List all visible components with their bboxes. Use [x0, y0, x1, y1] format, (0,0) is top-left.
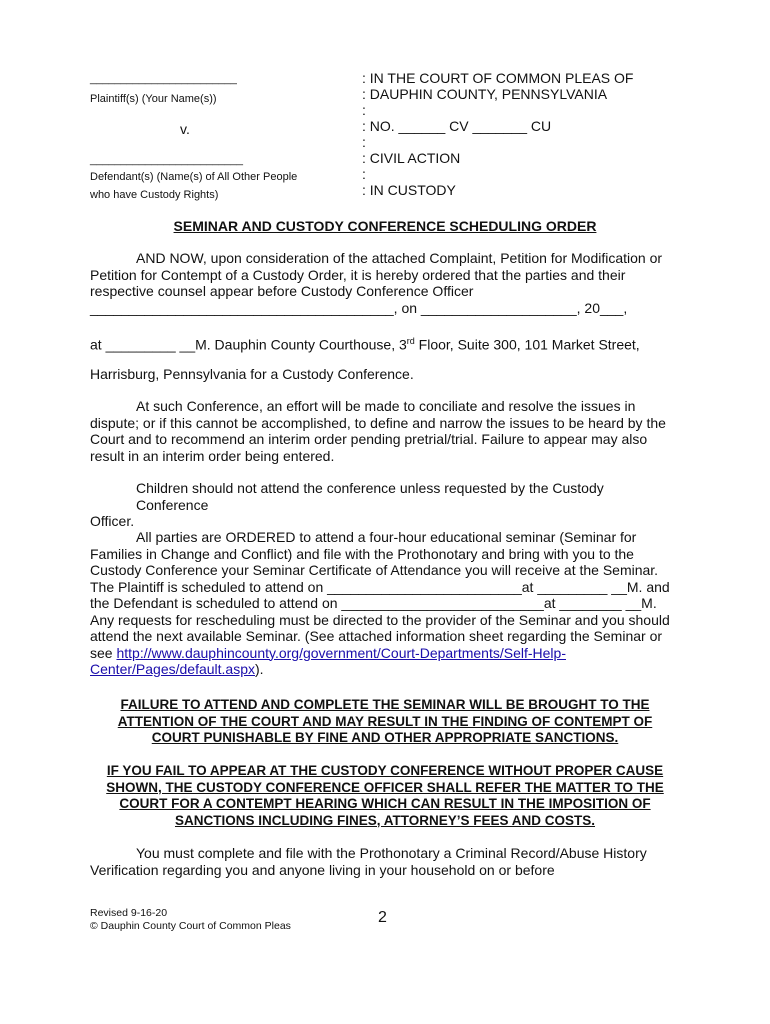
- city-line: Harrisburg, Pennsylvania for a Custody Conference.: [90, 366, 414, 382]
- paragraph-line: [90, 661, 680, 678]
- paragraph-line: Court and to recommend an interim order pending pretrial/trial. Failure to appear may also: [90, 431, 648, 447]
- paragraph-line: Custody Conference your Seminar Certificate of Attendance you will receive at the Seminar.: [90, 562, 659, 578]
- paragraph-line: Any requests for rescheduling must be directed to the provider of the Seminar and you should: [90, 611, 670, 628]
- court-caption-line: :: [362, 134, 366, 150]
- paragraph-line: dispute; or if this cannot be accomplished, to define and narrow the issues to be heard by the: [90, 414, 666, 431]
- case-number-line: : NO. ______ CV _______ CU: [362, 118, 552, 134]
- warning-line: FAILURE TO ATTEND AND COMPLETE THE SEMINAR WILL BE BROUGHT TO THE: [120, 697, 650, 712]
- paragraph-children: [90, 480, 680, 530]
- defendant-label-line2: who have Custody Rights): [90, 189, 219, 201]
- paragraph-line: All parties are ORDERED to attend a four-hour educational seminar (Seminar for: [136, 529, 637, 545]
- warning-line: SANCTIONS INCLUDING FINES, ATTORNEY’S FEES AND COSTS.: [174, 812, 596, 828]
- court-caption-line: : DAUPHIN COUNTY, PENNSYLVANIA: [362, 86, 608, 102]
- paragraph-line: Officer.: [90, 513, 135, 529]
- officer-date-line: _______________________________________, on ____________________, 20___,: [90, 299, 628, 316]
- copyright-notice: © Dauphin County Court of Common Pleas: [90, 920, 291, 932]
- paragraph-line: result in an interim order being entered.: [90, 447, 335, 464]
- warning-line: ATTENTION OF THE COURT AND MAY RESULT IN THE FINDING OF CONTEMPT OF: [117, 713, 653, 729]
- court-caption-line: :: [362, 102, 366, 118]
- versus-label: v.: [180, 121, 190, 137]
- link-prefix: see: [90, 644, 117, 661]
- court-caption: [362, 70, 633, 198]
- court-caption-line: :: [362, 166, 366, 182]
- paragraph-line: Petition for Contempt of a Custody Order, it is hereby ordered that the parties and their: [90, 266, 626, 283]
- seminar-warning: [85, 697, 685, 747]
- location-text: at _________ __M. Dauphin County Courthouse, 3: [90, 336, 407, 353]
- ordinal-suffix: rd: [406, 336, 415, 346]
- in-custody-line: : IN CUSTODY: [362, 182, 456, 198]
- courthouse-location-line: [90, 333, 640, 354]
- paragraph-line: Children should not attend the conference unless requested by the Custody Conference: [136, 480, 604, 513]
- revision-date: Revised 9-16-20: [90, 907, 168, 919]
- defendant-label-line1: Defendant(s) (Name(s) of All Other People: [90, 171, 298, 183]
- warning-line: SHOWN, THE CUSTODY CONFERENCE OFFICER SHALL REFER THE MATTER TO THE: [106, 779, 664, 795]
- paragraph-line: You must complete and file with the Prothonotary a Criminal Record/Abuse History: [136, 845, 647, 861]
- paragraph-line: Verification regarding you and anyone living in your household on or before: [90, 861, 555, 878]
- paragraph-line: At such Conference, an effort will be made to conciliate and resolve the issues in: [136, 398, 636, 414]
- order-title: SEMINAR AND CUSTODY CONFERENCE SCHEDULING ORDER: [173, 218, 597, 234]
- paragraph-seminar: [90, 529, 680, 678]
- paragraph-conference-order: [90, 250, 680, 316]
- paragraph-line: AND NOW, upon consideration of the attached Complaint, Petition for Modification or: [136, 250, 663, 266]
- paragraph-conference-purpose: [90, 398, 680, 464]
- plaintiff-signature-line: ________________________: [90, 73, 237, 85]
- paragraph-line: respective counsel appear before Custody Conference Officer: [90, 283, 474, 299]
- defendant-seminar-line: the Defendant is scheduled to attend on __________________________at ________ __M.: [90, 595, 657, 611]
- warning-line: COURT PUNISHABLE BY FINE AND OTHER APPROPRIATE SANCTIONS.: [151, 730, 619, 745]
- footer: [90, 907, 291, 933]
- plaintiff-label: Plaintiff(s) (Your Name(s)): [90, 93, 217, 105]
- page-number: 2: [378, 909, 387, 926]
- paragraph-line: attend the next available Seminar. (See attached information sheet regarding the Seminar or: [90, 628, 663, 644]
- paragraph-line: Families in Change and Conflict) and file with the Prothonotary and bring with you to the: [90, 545, 634, 562]
- paragraph-line: [90, 645, 680, 662]
- link-suffix: ).: [255, 661, 264, 677]
- self-help-center-link-continued[interactable]: Center/Pages/default.aspx: [90, 661, 255, 677]
- warning-line: COURT FOR A CONTEMPT HEARING WHICH CAN RESULT IN THE IMPOSITION OF: [119, 796, 651, 811]
- paragraph-verification: [90, 845, 680, 878]
- court-caption-line: : IN THE COURT OF COMMON PLEAS OF: [362, 70, 634, 86]
- self-help-center-link[interactable]: http://www.dauphincounty.org/government/Court-Departments/Self-Help-: [116, 644, 566, 661]
- civil-action-line: : CIVIL ACTION: [362, 150, 461, 166]
- defendant-signature-line: _________________________: [90, 154, 243, 166]
- conference-warning: [85, 763, 685, 829]
- plaintiff-seminar-line: The Plaintiff is scheduled to attend on _________________________at _________ __M. and: [90, 578, 670, 595]
- warning-line: IF YOU FAIL TO APPEAR AT THE CUSTODY CONFERENCE WITHOUT PROPER CAUSE: [106, 763, 664, 778]
- location-text: Floor, Suite 300, 101 Market Street,: [414, 336, 640, 353]
